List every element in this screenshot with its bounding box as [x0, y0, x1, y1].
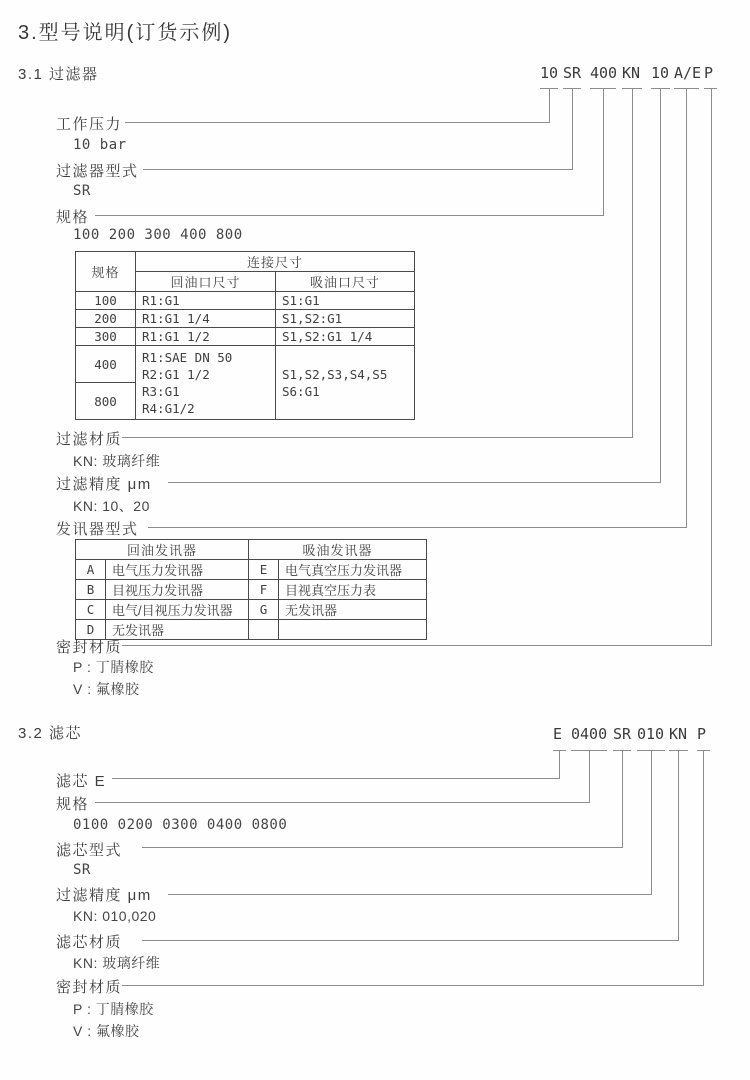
table-row [76, 560, 427, 580]
table-row [76, 580, 427, 600]
field-value-element-material: KN: 玻璃纤维 [73, 955, 161, 971]
indicator-code: F [249, 580, 279, 600]
table-cell-return: R1:G1 1/2 [136, 328, 276, 346]
field-value-working-pressure: 10 bar [73, 137, 127, 153]
table-cell-spec-400: 400 [76, 346, 136, 383]
merged-return-line: R3:G1 [142, 383, 180, 399]
field-value-filter-type: SR [73, 183, 91, 199]
field-label-element-type: 滤芯型式 [56, 842, 123, 859]
table-row [76, 346, 415, 383]
table-row [76, 292, 415, 310]
leader-lines-group [95, 89, 717, 986]
indicator-desc: 无发讯器 [279, 600, 427, 620]
indicator-type-table [75, 539, 427, 640]
indicator-desc: 电气/目视压力发讯器 [106, 600, 249, 620]
field-value-filtration-rating: KN: 10、20 [73, 498, 150, 514]
model-code-token-spec: 400 [590, 64, 618, 82]
element-code-token-rating: 010 [637, 725, 665, 743]
field-label-element-spec: 规格 [56, 796, 90, 813]
table-cell-return: R1:G1 1/4 [136, 310, 276, 328]
table-cell-suction: S1,S2:G1 [276, 310, 415, 328]
element-code-token-material: KN [669, 725, 688, 743]
table-row [76, 328, 415, 346]
connector-working-pressure [125, 89, 550, 123]
connector-spec [95, 89, 604, 216]
indicator-desc: 电气压力发讯器 [106, 560, 249, 580]
field-value-spec: 100 200 300 400 800 [73, 227, 243, 243]
merged-suction-line: S1,S2,S3,S4,S5 [282, 366, 388, 382]
field-label-indicator-type: 发讯器型式 [56, 521, 139, 538]
field-label-seal-material: 密封材质 [56, 639, 123, 656]
indicator-code: E [249, 560, 279, 580]
table-header-suction-indicator: 吸油发讯器 [249, 540, 427, 560]
table-row [76, 600, 427, 620]
field-value-seal-v: V : 氟橡胶 [73, 681, 140, 697]
merged-suction-line: S6:G1 [282, 383, 320, 399]
table-header-return-indicator: 回油发讯器 [76, 540, 249, 560]
table-header-connection: 连接尺寸 [136, 252, 415, 272]
table-cell-suction: S1,S2:G1 1/4 [276, 328, 415, 346]
field-value-filter-material: KN: 玻璃纤维 [73, 453, 161, 469]
connector-element [112, 751, 560, 779]
model-code-token-seal: P [704, 64, 714, 82]
table-row [76, 620, 427, 640]
field-label-filtration-rating: 过滤精度 μm [56, 476, 152, 493]
table-cell-spec: 300 [76, 328, 136, 346]
indicator-desc: 目视压力发讯器 [106, 580, 249, 600]
table-row [76, 310, 415, 328]
field-label-element-material: 滤芯材质 [56, 934, 123, 951]
model-code-token-pressure: 10 [540, 64, 559, 82]
section-3-1-heading: 3.1 过滤器 [18, 66, 99, 83]
indicator-desc: 电气真空压力发讯器 [279, 560, 427, 580]
field-label-filter-type: 过滤器型式 [56, 163, 139, 180]
indicator-code: D [76, 620, 106, 640]
indicator-code: G [249, 600, 279, 620]
spec-connection-table [75, 251, 415, 420]
connector-element-type [142, 751, 623, 848]
field-label-element-rating: 过滤精度 μm [56, 887, 152, 904]
field-label-working-pressure: 工作压力 [56, 116, 123, 133]
indicator-code: A [76, 560, 106, 580]
element-code-token-type: SR [613, 725, 632, 743]
indicator-desc [279, 620, 427, 640]
connector-element-seal [122, 751, 704, 986]
model-code-token-type: SR [563, 64, 582, 82]
field-value-seal-p: P : 丁腈橡胶 [73, 659, 154, 675]
indicator-desc: 无发讯器 [106, 620, 249, 640]
field-label-spec: 规格 [56, 209, 90, 226]
indicator-code [249, 620, 279, 640]
element-code-token-seal: P [697, 725, 707, 743]
table-cell-return: R1:G1 [136, 292, 276, 310]
table-cell-spec: 200 [76, 310, 136, 328]
connector-element-spec [95, 751, 590, 803]
table-header-spec: 规格 [76, 252, 136, 292]
element-code-token-e: E [553, 725, 563, 743]
model-code-token-indicator: A/E [674, 64, 702, 82]
table-cell-suction-merged [276, 346, 415, 420]
merged-return-line: R1:SAE DN 50 [142, 349, 233, 365]
field-label-filter-material: 过滤材质 [56, 431, 123, 448]
table-header-suction-port: 吸油口尺寸 [276, 272, 415, 292]
indicator-desc: 目视真空压力表 [279, 580, 427, 600]
table-header-return-port: 回油口尺寸 [136, 272, 276, 292]
indicator-code: C [76, 600, 106, 620]
model-code-token-rating: 10 [651, 64, 670, 82]
field-value-element-seal-p: P : 丁腈橡胶 [73, 1001, 154, 1017]
connector-element-material [142, 751, 679, 941]
field-label-element: 滤芯 E [56, 773, 107, 790]
indicator-code: B [76, 580, 106, 600]
table-cell-suction: S1:G1 [276, 292, 415, 310]
field-value-element-type: SR [73, 862, 91, 878]
section-3-2-heading: 3.2 滤芯 [18, 725, 83, 742]
element-code-token-spec: 0400 [571, 725, 608, 743]
table-cell-return-merged [136, 346, 276, 420]
table-cell-spec-800: 800 [76, 383, 136, 420]
connector-filter-type [143, 89, 573, 170]
field-value-element-rating: KN: 010,020 [73, 908, 157, 924]
merged-return-line: R4:G1/2 [142, 400, 195, 416]
model-code-token-material: KN [622, 64, 641, 82]
field-label-element-seal: 密封材质 [56, 979, 123, 996]
table-cell-spec: 100 [76, 292, 136, 310]
page-title: 3.型号说明(订货示例) [18, 22, 232, 44]
merged-return-line: R2:G1 1/2 [142, 366, 210, 382]
field-value-element-spec: 0100 0200 0300 0400 0800 [73, 817, 288, 833]
field-value-element-seal-v: V : 氟橡胶 [73, 1023, 140, 1039]
